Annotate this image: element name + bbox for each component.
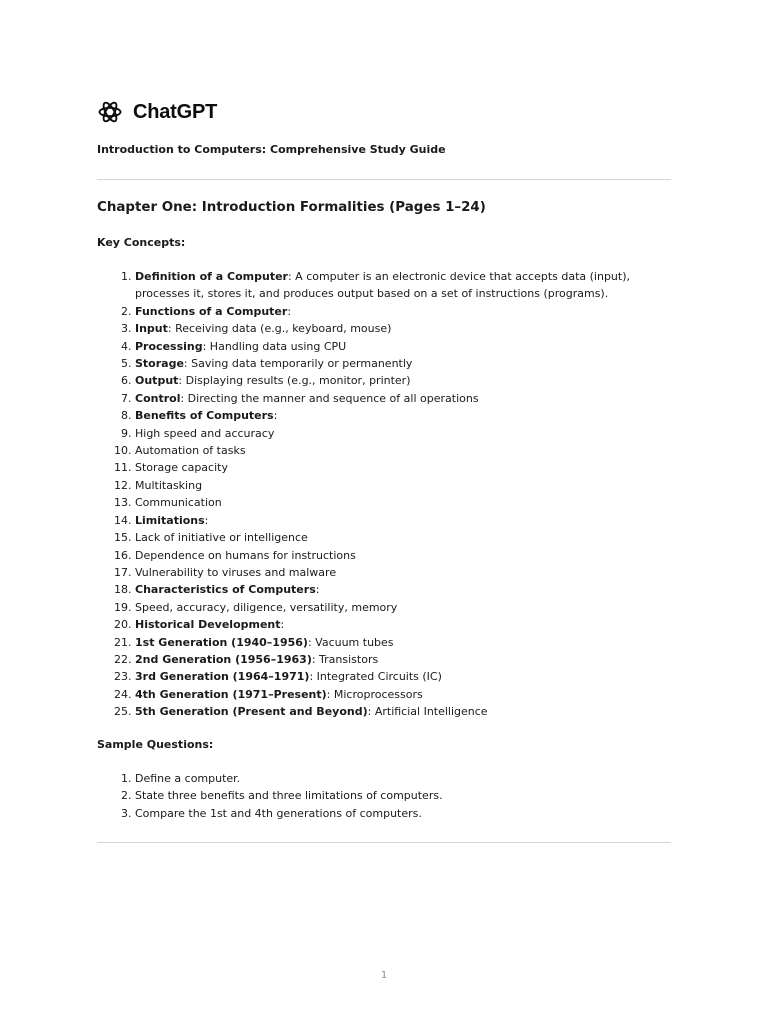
key-concepts-heading: Key Concepts: bbox=[97, 236, 186, 249]
concept-item bbox=[135, 547, 671, 564]
concept-item bbox=[135, 425, 671, 442]
concept-item bbox=[135, 564, 671, 581]
concept-text: : Saving data temporarily or permanently bbox=[183, 357, 413, 371]
concept-text: : A computer is an electronic device that accepts data (input), processes it, stores it, and produces output based on a set of instructions (programs). bbox=[135, 270, 631, 301]
concept-text: : Microprocessors bbox=[326, 687, 423, 701]
concept-text: : Integrated Circuits (IC) bbox=[309, 670, 442, 684]
concept-item bbox=[135, 703, 671, 720]
concept-term: Storage bbox=[135, 357, 184, 371]
concept-term: 3rd Generation (1964–1971) bbox=[135, 670, 310, 684]
concept-item bbox=[135, 372, 671, 389]
concept-text: : bbox=[280, 618, 285, 632]
concept-item bbox=[135, 668, 671, 685]
concept-term: Functions of a Computer bbox=[135, 304, 288, 318]
key-concepts-list bbox=[97, 268, 671, 721]
concept-item bbox=[135, 407, 671, 424]
concept-item bbox=[135, 651, 671, 668]
concept-text: Multitasking bbox=[135, 478, 203, 492]
concept-item bbox=[135, 320, 671, 337]
concept-term: Limitations bbox=[135, 513, 205, 527]
concept-item bbox=[135, 477, 671, 494]
concept-text: : Artificial Intelligence bbox=[367, 705, 488, 719]
concept-item bbox=[135, 355, 671, 372]
concept-text: Vulnerability to viruses and malware bbox=[135, 565, 337, 579]
concept-item bbox=[135, 599, 671, 616]
concept-text: Speed, accuracy, diligence, versatility, memory bbox=[135, 600, 398, 614]
concept-item bbox=[135, 338, 671, 355]
question-item: 1. Define a computer. bbox=[135, 770, 671, 787]
sample-questions-list bbox=[97, 770, 671, 822]
concept-term: Control bbox=[135, 391, 181, 405]
concept-term: Definition of a Computer bbox=[135, 270, 288, 283]
concept-item bbox=[135, 616, 671, 633]
concept-text: : Receiving data (e.g., keyboard, mouse) bbox=[167, 322, 392, 336]
sample-questions-heading: Sample Questions: bbox=[97, 738, 214, 751]
concept-text: : Vacuum tubes bbox=[307, 635, 394, 649]
concept-text: : Transistors bbox=[311, 652, 379, 666]
question-item: 3. Compare the 1st and 4th generations of computers. bbox=[135, 805, 671, 822]
concept-term: Characteristics of Computers bbox=[135, 583, 316, 597]
concept-item bbox=[135, 529, 671, 546]
concept-text: : Directing the manner and sequence of all operations bbox=[180, 391, 479, 405]
openai-knot-icon bbox=[97, 99, 123, 125]
concept-text: Lack of initiative or intelligence bbox=[135, 531, 308, 545]
concept-text: : bbox=[315, 583, 320, 597]
concept-text: Storage capacity bbox=[135, 461, 228, 475]
concept-item bbox=[135, 268, 671, 303]
document-title: Introduction to Computers: Comprehensive Study Guide bbox=[97, 143, 446, 156]
brand-name: ChatGPT bbox=[133, 100, 218, 123]
concept-item bbox=[135, 512, 671, 529]
concept-term: Benefits of Computers bbox=[135, 409, 274, 423]
concept-text: : Handling data using CPU bbox=[202, 339, 347, 353]
chapter-heading: Chapter One: Introduction Formalities (Pages 1–24) bbox=[97, 200, 486, 215]
concept-term: 5th Generation (Present and Beyond) bbox=[135, 705, 368, 719]
concept-item bbox=[135, 686, 671, 703]
concept-term: 2nd Generation (1956–1963) bbox=[135, 652, 312, 666]
concept-text: Dependence on humans for instructions bbox=[135, 548, 356, 562]
concept-text: : bbox=[204, 513, 209, 527]
concept-item bbox=[135, 494, 671, 511]
concept-text: : bbox=[287, 304, 292, 318]
concept-item bbox=[135, 303, 671, 320]
bottom-divider bbox=[97, 842, 671, 843]
concept-text: Automation of tasks bbox=[135, 444, 246, 458]
concept-term: 1st Generation (1940–1956) bbox=[135, 635, 308, 649]
concept-term: Input bbox=[135, 322, 168, 336]
concept-text: : Displaying results (e.g., monitor, printer) bbox=[178, 374, 411, 388]
brand-logo bbox=[97, 99, 217, 125]
concept-term: Output bbox=[135, 374, 179, 388]
page-number: 1 bbox=[380, 970, 388, 981]
concept-term: 4th Generation (1971–Present) bbox=[135, 687, 327, 701]
question-item: 2. State three benefits and three limitations of computers. bbox=[135, 787, 671, 804]
concept-item bbox=[135, 390, 671, 407]
concept-item bbox=[135, 581, 671, 598]
top-divider bbox=[97, 179, 671, 180]
concept-item bbox=[135, 459, 671, 476]
concept-item bbox=[135, 634, 671, 651]
concept-item bbox=[135, 442, 671, 459]
concept-text: : bbox=[273, 409, 278, 423]
concept-term: Historical Development bbox=[135, 618, 281, 632]
concept-text: High speed and accuracy bbox=[135, 426, 275, 440]
concept-term: Processing bbox=[135, 339, 203, 353]
concept-text: Communication bbox=[135, 496, 222, 510]
